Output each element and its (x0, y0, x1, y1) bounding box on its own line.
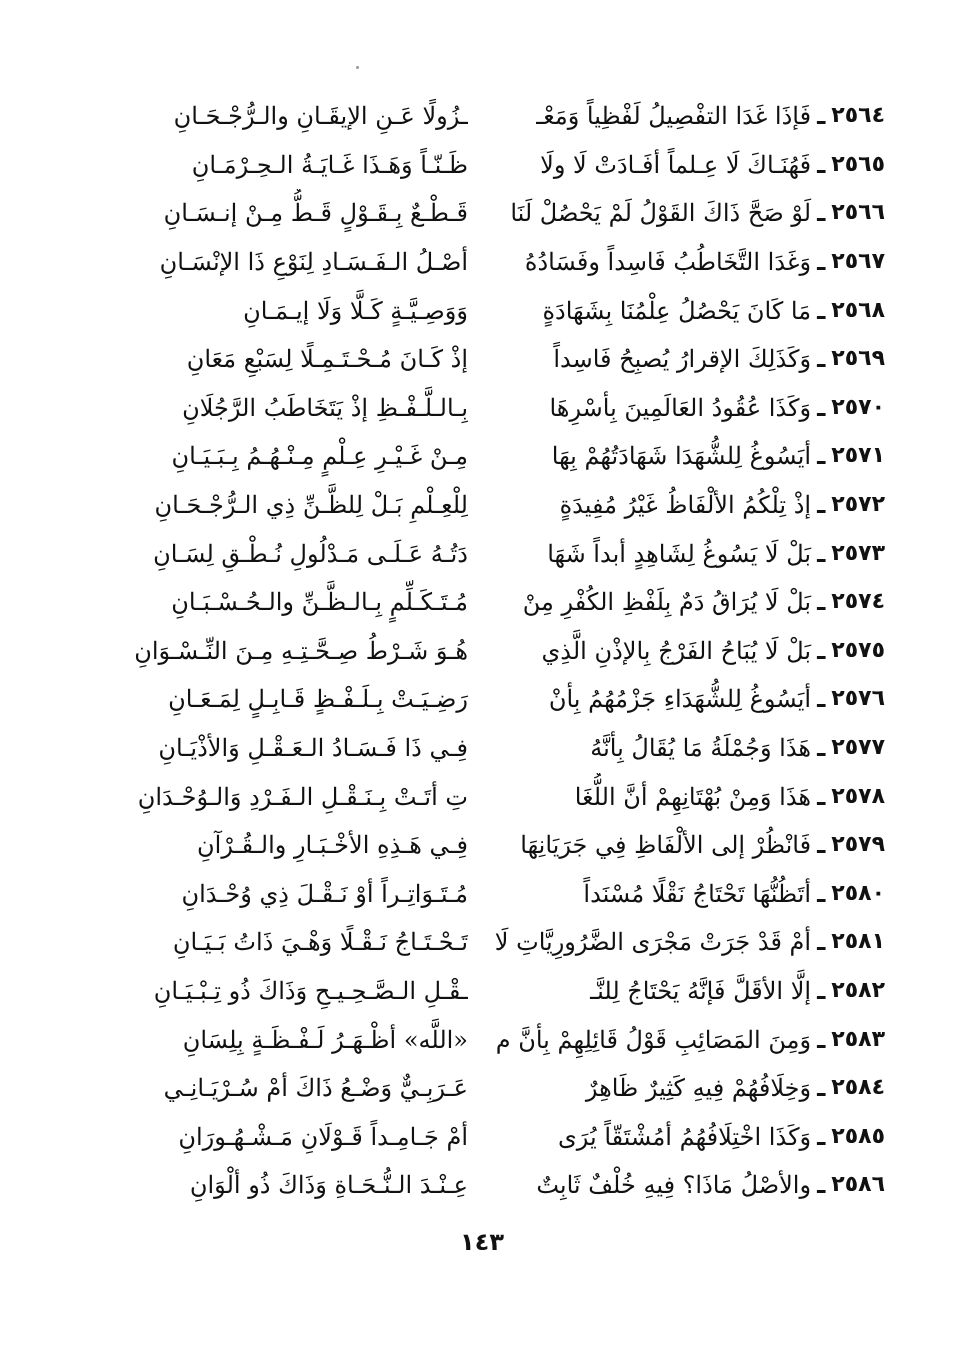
verse-first-hemistich (490, 141, 885, 189)
verse-row (80, 384, 885, 433)
verse-second-hemistich: أصْـلُ الـفَـسَـادِ لِنَوْعِ ذَا الإنْسَـانِ (159, 248, 468, 277)
verse-dash: ـ (817, 393, 826, 422)
verse-dash: ـ (817, 1122, 826, 1151)
verse-dash: ـ (817, 296, 826, 325)
verse-first-hemistich (490, 481, 885, 529)
verse-number: ٢٥٧٩ (831, 832, 885, 858)
verse-second-hemistich: مِـنْ غَـيْـرِ عِـلْمٍ مِـنْـهُـمُ بِـبَـيَـانِ (171, 442, 468, 471)
verse-number: ٢٥٧٥ (831, 637, 885, 663)
verse-number: ٢٥٧٧ (831, 735, 885, 761)
verse-dash: ـ (817, 831, 826, 860)
verse-second-hemistich: وَوَصِـيَّـةٍ كَـلَّا وَلَا إيـمَـانِ (243, 296, 468, 325)
scan-speck (356, 66, 359, 69)
verse-first-text: وَغَدَا التَّخَاطُبُ فَاسِداً وفَسَادُهُ (524, 248, 812, 277)
verse-second-hemistich: عِـنْـدَ الـنُّـحَـاةِ وَذَاكَ ذُو ألْوَانِ (189, 1171, 468, 1200)
verse-first-text: وَكَذَا عُقُودُ العَالَمِينَ بِأسْرِهَا (549, 393, 812, 422)
verse-number: ٢٥٦٦ (831, 200, 885, 226)
verse-dash: ـ (817, 248, 826, 277)
verse-first-hemistich (490, 724, 885, 772)
verse-dash: ـ (817, 928, 826, 957)
verse-first-hemistich (490, 432, 885, 480)
verse-second-hemistich: فِـي ذَا فَـسَـادُ الـعَـقْـلِ وَالأذْيَـانِ (158, 734, 468, 763)
verse-first-hemistich (490, 530, 885, 578)
verse-first-hemistich (490, 1113, 885, 1161)
verse-second-hemistich: بِـالـلَّـفْـظِ إذْ يَتَخَاطَبُ الرَّجُلَانِ (182, 393, 468, 422)
verse-number: ٢٥٧٢ (831, 492, 885, 518)
verse-first-hemistich (490, 1064, 885, 1112)
verse-row (80, 286, 885, 335)
verse-second-hemistich: ـقْـلِ الـصَّـحِـيـحِ وَذَاكَ ذُو تِـبْـيَـانِ (153, 976, 468, 1005)
verse-number: ٢٥٦٥ (831, 151, 885, 177)
verse-row (80, 772, 885, 821)
verse-row (80, 529, 885, 578)
verse-first-text: وَمِنَ المَصَائِبِ قَوْلُ قَائِلِهِمْ بِأنَّ م (495, 1025, 812, 1054)
page-number: ١٤٣ (460, 1228, 504, 1256)
verse-first-hemistich (490, 384, 885, 432)
verse-first-text: لَوْ صَحَّ ذَاكَ القَوْلُ لَمْ يَحْصُلْ لَنَا (510, 199, 812, 228)
verse-dash: ـ (817, 150, 826, 179)
verse-first-text: بَلْ لَا يَسُوغُ لِشَاهِدٍ أبداً شَهَا (547, 539, 812, 568)
verse-number: ٢٥٦٧ (831, 249, 885, 275)
verse-number: ٢٥٧١ (831, 443, 885, 469)
verse-first-hemistich (490, 821, 885, 869)
verse-row (80, 141, 885, 190)
verse-row (80, 1064, 885, 1113)
verse-second-hemistich: إذْ كَـانَ مُـحْـتَـمِـلًا لِسَبْعِ مَعَانِ (186, 345, 468, 374)
verse-first-hemistich (490, 287, 885, 335)
verse-first-hemistich (490, 627, 885, 675)
verse-second-hemistich: مُـتَـوَاتِـراً أوْ نَـقْـلَ ذِي وُحْـدَانِ (181, 879, 468, 908)
verse-row (80, 918, 885, 967)
verse-number: ٢٥٨١ (831, 929, 885, 955)
verse-dash: ـ (817, 1025, 826, 1054)
verse-second-hemistich: ظَـنّـاً وَهَـذَا غَـايَـةُ الـحِـرْمَـانِ (191, 150, 468, 179)
verse-dash: ـ (817, 539, 826, 568)
verse-number: ٢٥٧٦ (831, 686, 885, 712)
verse-first-text: وَكَذَا اخْتِلَافُهُمُ أمُشْتَقّاً يُرَى (558, 1122, 812, 1151)
verse-row (80, 578, 885, 627)
verse-first-text: أيَسُوغُ لِلشُّهَدَاءِ جَزْمُهُمُ بِأنْ (548, 685, 812, 714)
verse-first-text: أمْ قَدْ جَرَتْ مَجْرَى الضَّرُورِيَّاتِ لَا (494, 928, 812, 957)
verse-dash: ـ (817, 442, 826, 471)
verse-second-hemistich: مُـتَـكَـلِّمٍ بِـالـظَّـنِّ والـحُـسْـبَـانِ (171, 588, 468, 617)
verse-first-text: فَهُنَـاكَ لَا عِـلماً أفَـادَتْ لَا ولَا (540, 150, 812, 179)
verse-dash: ـ (817, 1171, 826, 1200)
verse-first-hemistich (490, 578, 885, 626)
verse-first-hemistich (490, 918, 885, 966)
verse-number: ٢٥٦٤ (831, 103, 885, 129)
verse-first-text: إلَّا الأقَلَّ فَإنَّهُ يَحْتَاجُ لِلنَّـ (590, 976, 812, 1005)
verse-row (80, 675, 885, 724)
verse-first-text: والأصْلُ مَاذَا؟ فِيهِ خُلْفٌ ثَابِتٌ (536, 1171, 812, 1200)
verse-second-hemistich: رَضِـيَـتْ بِـلَـفْـظٍ قَـابِـلٍ لِمَـعَـانِ (168, 685, 468, 714)
verse-number: ٢٥٧٨ (831, 783, 885, 809)
verse-dash: ـ (817, 1074, 826, 1103)
verse-number: ٢٥٨٢ (831, 977, 885, 1003)
verse-row (80, 1161, 885, 1210)
verse-first-hemistich (490, 238, 885, 286)
verse-row (80, 1015, 885, 1064)
verse-dash: ـ (817, 782, 826, 811)
verse-first-hemistich (490, 870, 885, 918)
verse-first-text: بَلْ لَا يُبَاحُ الفَرْجُ بِالإذْنِ الَّذِي (541, 636, 812, 665)
verse-second-hemistich: لِلْعِـلْمِ بَـلْ لِلظَّـنِّ ذِي الـرُّجْـحَـانِ (154, 491, 468, 520)
verse-second-hemistich: عَـرَبِـيٌّ وَضْـعُ ذَاكَ أمْ سُـرْيَـانِـي (163, 1074, 468, 1103)
verse-first-text: مَا كَانَ يَحْصُلُ عِلْمُنَا بِشَهَادَةٍ (542, 296, 812, 325)
verse-second-hemistich: ـزُولًا عَـنِ الإيقَـانِ والـرُّجْـحَـانِ (173, 102, 468, 131)
verse-first-hemistich (490, 1016, 885, 1064)
verse-second-hemistich: دَتُـهُ عَـلَـى مَـدْلُولِ نُـطْـقِ لِسَـانِ (153, 539, 468, 568)
verse-first-text: فَانْظُرْ إلى الألْفَاظِ فِي جَرَيَانِهَا (520, 831, 812, 860)
verse-first-text: هَذَا وَمِنْ بُهْتَانِهِمْ أنَّ اللُّغَا (574, 782, 812, 811)
verse-first-text: وَخِلَافُهُمْ فِيهِ كَثِيرٌ ظَاهِرٌ (585, 1074, 812, 1103)
verse-second-hemistich: تَـحْـتَـاجُ نَـقْـلًا وَهْـيَ ذَاتُ بَـيَـانِ (172, 928, 468, 957)
verse-first-text: إذْ تِلْكُمُ الألْفَاظُ غَيْرُ مُفِيدَةٍ (559, 491, 812, 520)
verse-first-text: هَذَا وَجُمْلَةُ مَا يُقَالُ بِأنَّهُ (590, 734, 812, 763)
verse-row (80, 870, 885, 919)
verse-number: ٢٥٨٦ (831, 1172, 885, 1198)
verse-number: ٢٥٨٥ (831, 1123, 885, 1149)
verse-first-text: بَلْ لَا يُرَاقُ دَمٌ بِلَفْظِ الكُفْرِ مِنْ (522, 588, 812, 617)
verse-dash: ـ (817, 685, 826, 714)
verse-second-hemistich: هُـوَ شَـرْطُ صِـحَّـتِـهِ مِـنَ النِّـسْـوَانِ (134, 636, 468, 665)
verse-row (80, 92, 885, 141)
verse-dash: ـ (817, 976, 826, 1005)
verse-dash: ـ (817, 491, 826, 520)
verse-second-hemistich: «اللَّه» أظْـهَـرُ لَـفْـظَـةٍ بِلِسَانِ (182, 1025, 468, 1054)
verse-row (80, 724, 885, 773)
verse-row (80, 189, 885, 238)
verse-dash: ـ (817, 879, 826, 908)
verse-row (80, 967, 885, 1016)
verse-first-hemistich (490, 335, 885, 383)
verse-number: ٢٥٧٣ (831, 540, 885, 566)
verse-row (80, 481, 885, 530)
verse-dash: ـ (817, 345, 826, 374)
verse-second-hemistich: فِـي هَـذِهِ الأخْـبَـارِ والـقُـرْآنِ (197, 831, 468, 860)
verse-first-text: فَإذَا غَدَا التفْصِيلُ لَفْظِياً وَمَعْـ (536, 102, 812, 131)
verse-dash: ـ (817, 199, 826, 228)
verse-first-text: وَكَذَلِكَ الإقرارُ يُصبِحُ فَاسِداً (553, 345, 812, 374)
verse-first-hemistich (490, 92, 885, 140)
verse-first-text: أيَسُوغُ لِلشُّهَدَا شَهَادَتُهُمْ بِهَا (551, 442, 812, 471)
verse-first-hemistich (490, 773, 885, 821)
verse-first-text: أتَظُنُّهَا تَحْتَاجُ نَقْلًا مُسْنَداً (583, 879, 812, 908)
verse-number: ٢٥٨٠ (831, 880, 885, 906)
verse-number: ٢٥٦٩ (831, 346, 885, 372)
verse-dash: ـ (817, 734, 826, 763)
verse-first-hemistich (490, 675, 885, 723)
verse-second-hemistich: أمْ جَـامِـداً قَـوْلَانِ مَـشْـهُـورَانِ (178, 1122, 468, 1151)
verse-number: ٢٥٦٨ (831, 297, 885, 323)
verse-row (80, 238, 885, 287)
verse-second-hemistich: تِ أتَـتْ بِـنَـقْـلِ الـفَـرْدِ وَالـوُحْـدَانِ (137, 782, 468, 811)
verse-first-hemistich (490, 189, 885, 237)
verse-number: ٢٥٨٤ (831, 1075, 885, 1101)
verse-number: ٢٥٧٤ (831, 589, 885, 615)
verse-row (80, 627, 885, 676)
verse-number: ٢٥٨٣ (831, 1026, 885, 1052)
verse-row (80, 335, 885, 384)
verse-list (80, 92, 885, 1210)
verse-dash: ـ (817, 588, 826, 617)
verse-dash: ـ (817, 102, 826, 131)
verse-first-hemistich (490, 967, 885, 1015)
verse-first-hemistich (490, 1161, 885, 1209)
verse-number: ٢٥٧٠ (831, 394, 885, 420)
verse-row (80, 432, 885, 481)
verse-second-hemistich: قَـطْـعٌ بِـقَـوْلٍ قَـطُّ مِـنْ إنـسَـانِ (163, 199, 468, 228)
verse-row (80, 1112, 885, 1161)
verse-row (80, 821, 885, 870)
verse-dash: ـ (817, 636, 826, 665)
